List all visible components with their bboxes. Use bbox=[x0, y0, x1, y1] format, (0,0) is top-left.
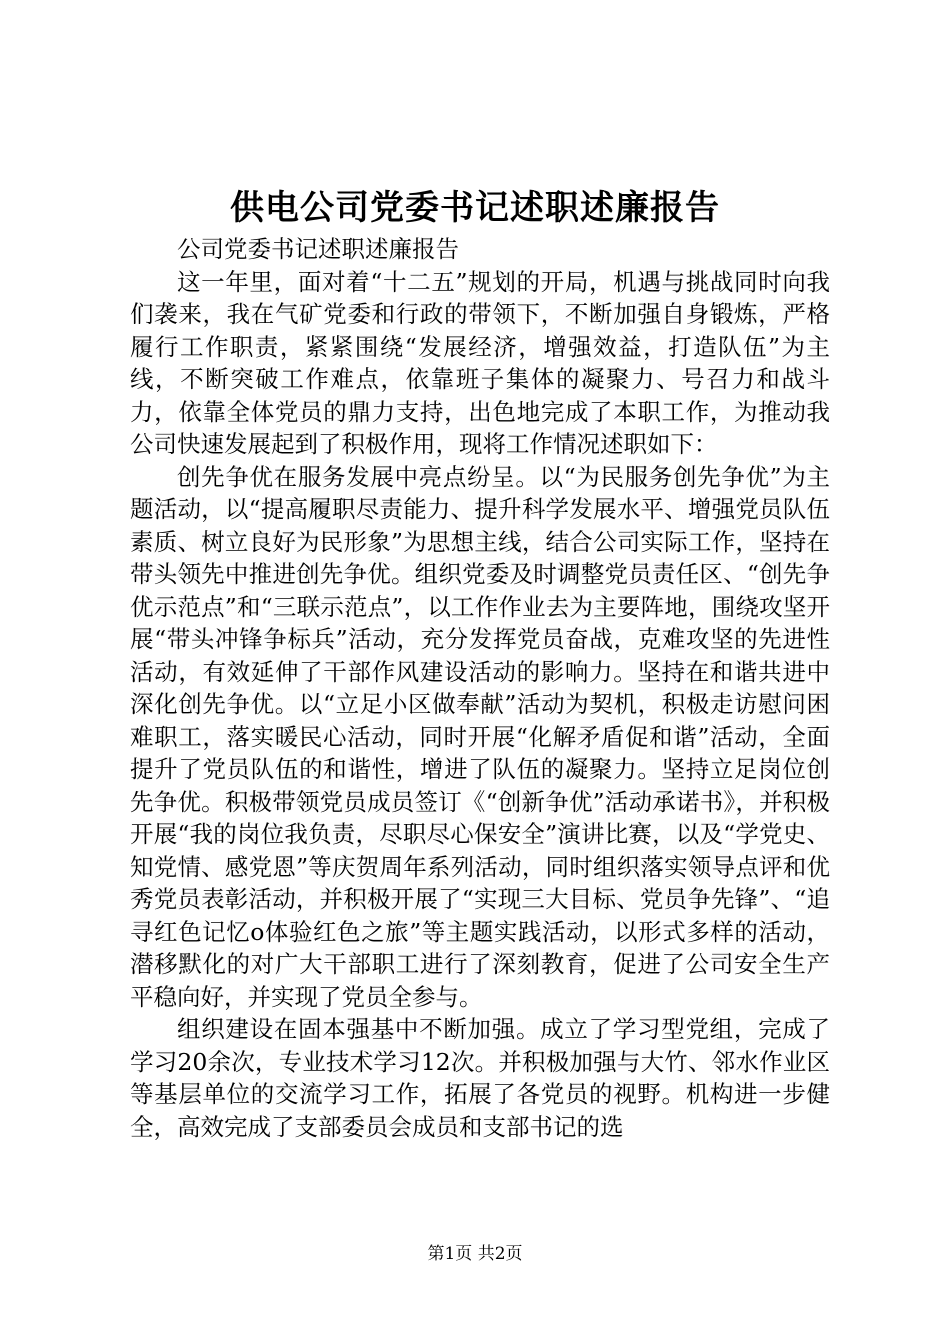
paragraph-subtitle: 公司党委书记述职述廉报告 bbox=[177, 235, 459, 263]
paragraph-excellence: 创先争优在服务发展中亮点纷呈。以“为民服务创先争优”为主题活动，以“提高履职尽责能力、提升科学发展水平、增强党员队伍素质、树立良好为民形象”为思想主线，结合公司实际工作，坚持在带头领先中推进创先争优。组织党委及时调整党员责任区、“创先争优示范点”和“三联示范点”，以工作作业去为主要阵地，围绕攻坚开展“带头冲锋争标兵”活动，充分发挥党员奋战，克难攻坚的先进性活动，有效延伸了干部作风建设活动的影响力。坚持在和谐共进中深化创先争优。以“立足小区做奉献”活动为契机，积极走访慰问困难职工，落实暖民心活动，同时开展“化解矛盾促和谐”活动，全面提升了党员队伍的和谐性，增进了队伍的凝聚力。坚持立足岗位创先争优。积极带领党员成员签订《“创新争优”活动承诺书》，并积极开展“我的岗位我负责，尽职尽心保安全”演讲比赛，以及“学党史、知党情、感党恩”等庆贺周年系列活动，同时组织落实领导点评和优秀党员表彰活动，并积极开展了“实现三大目标、党员争先锋”、“追寻红色记忆o体验红色之旅”等主题实践活动，以形式多样的活动，潜移默化的对广大干部职工进行了深刻教育，促进了公司安全生产平稳向好，并实现了党员全参与。 bbox=[130, 462, 830, 1011]
document-body bbox=[130, 233, 830, 1143]
paragraph-intro: 这一年里，面对着“十二五”规划的开局，机遇与挑战同时向我们袭来，我在气矿党委和行政的带领下，不断加强自身锻炼，严格履行工作职责，紧紧围绕“发展经济，增强效益，打造队伍”为主线，不断突破工作难点，依靠班子集体的凝聚力、号召力和战斗力，依靠全体党员的鼎力支持，出色地完成了本职工作，为推动我公司快速发展起到了积极作用，现将工作情况述职如下： bbox=[130, 267, 830, 458]
document-title: 供电公司党委书记述职述廉报告 bbox=[230, 188, 720, 228]
page-footer: 第1页 共2页 bbox=[427, 1244, 523, 1264]
paragraph-organization: 组织建设在固本强基中不断加强。成立了学习型党组，完成了学习20余次，专业技术学习12次。并积极加强与大竹、邻水作业区等基层单位的交流学习工作，拓展了各党员的视野。机构进一步健全，高效完成了支部委员会成员和支部书记的选 bbox=[130, 1015, 830, 1141]
